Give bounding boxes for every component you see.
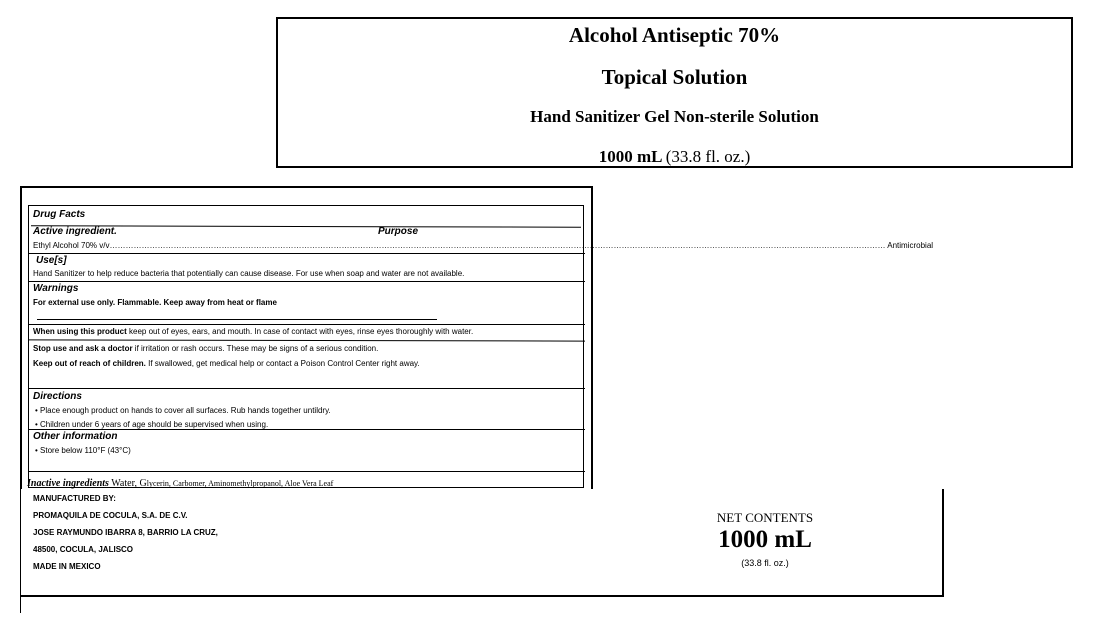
divider <box>29 324 585 325</box>
when-using-label: When using this product <box>33 327 127 336</box>
inactive-ingredients-line <box>27 473 333 491</box>
principal-display-panel <box>276 17 1073 168</box>
volume-ml: 1000 mL <box>598 147 662 166</box>
product-description: Hand Sanitizer Gel Non-sterile Solution <box>530 107 819 126</box>
divider <box>29 388 585 389</box>
divider <box>29 429 585 430</box>
manufacturer-address-1: JOSE RAYMUNDO IBARRA 8, BARRIO LA CRUZ, <box>33 528 218 537</box>
stop-use-label: Stop use and ask a doctor <box>33 344 133 353</box>
warnings-heading: Warnings <box>33 283 79 294</box>
directions-heading: Directions <box>33 391 82 402</box>
stop-use-text: if irritation or rash occurs. These may be signs of a serious condition. <box>132 344 379 353</box>
volume-oz: (33.8 fl. oz.) <box>665 147 751 166</box>
keep-out-text: If swallowed, get medical help or contact a Poison Control Center right away. <box>145 359 420 368</box>
divider <box>37 319 437 320</box>
country-of-origin: MADE IN MEXICO <box>33 562 101 571</box>
inactive-rest: lycerin, Carbomer, Aminomethylpropanol, Aloe Vera Leaf <box>146 479 334 488</box>
uses-text: Hand Sanitizer to help reduce bacteria that potentially can cause disease. For use when soap and water are not available. <box>33 269 465 278</box>
when-using-text: keep out of eyes, ears, and mouth. In case of contact with eyes, rinse eyes thoroughly with water. <box>126 327 474 336</box>
when-using-line <box>33 327 473 336</box>
uses-heading: Use[s] <box>36 255 67 266</box>
stop-use-line <box>33 344 378 353</box>
other-info-heading: Other information <box>33 431 118 442</box>
other-info-text: • Store below 110°F (43°C) <box>35 446 131 455</box>
panel-border-right <box>942 489 944 597</box>
manufactured-by-label: MANUFACTURED BY: <box>33 494 116 503</box>
divider <box>29 339 585 341</box>
keep-out-line <box>33 359 420 368</box>
warnings-text: For external use only. Flammable. Keep away from heat or flame <box>33 298 277 307</box>
inactive-heading: Inactive ingredients <box>27 478 109 489</box>
active-ingredient-line: Ethyl Alcohol 70% v/v………………………………………………………………………………………………………………………………………………………………………………………………………………………………………………………………… Antimicrobial <box>33 241 934 250</box>
purpose-heading: Purpose <box>378 226 419 237</box>
manufacturer-name: PROMAQUILA DE COCULA, S.A. DE C.V. <box>33 511 188 520</box>
drug-facts-panel <box>27 205 934 489</box>
product-volume <box>278 147 1071 167</box>
divider <box>29 253 585 254</box>
direction-item: • Place enough product on hands to cover all surfaces. Rub hands together untildry. <box>35 406 331 415</box>
active-ingredient-heading: Active ingredient. <box>33 226 117 237</box>
panel-border-bottom <box>20 595 944 597</box>
net-contents-oz: (33.8 fl. oz.) <box>741 558 789 568</box>
divider <box>29 281 585 282</box>
drug-facts-heading: Drug Facts <box>33 209 86 220</box>
divider <box>29 471 585 472</box>
product-title: Alcohol Antiseptic 70% <box>568 23 781 47</box>
net-contents-amount: 1000 mL <box>718 526 812 553</box>
net-contents-label: NET CONTENTS <box>716 510 814 525</box>
product-subtitle: Topical Solution <box>601 65 748 89</box>
manufacturer-address-2: 48500, COCULA, JALISCO <box>33 545 134 554</box>
direction-item: • Children under 6 years of age should be supervised when using. <box>35 420 269 429</box>
keep-out-label: Keep out of reach of children. <box>33 359 146 368</box>
inactive-water: Water, G <box>108 478 147 489</box>
